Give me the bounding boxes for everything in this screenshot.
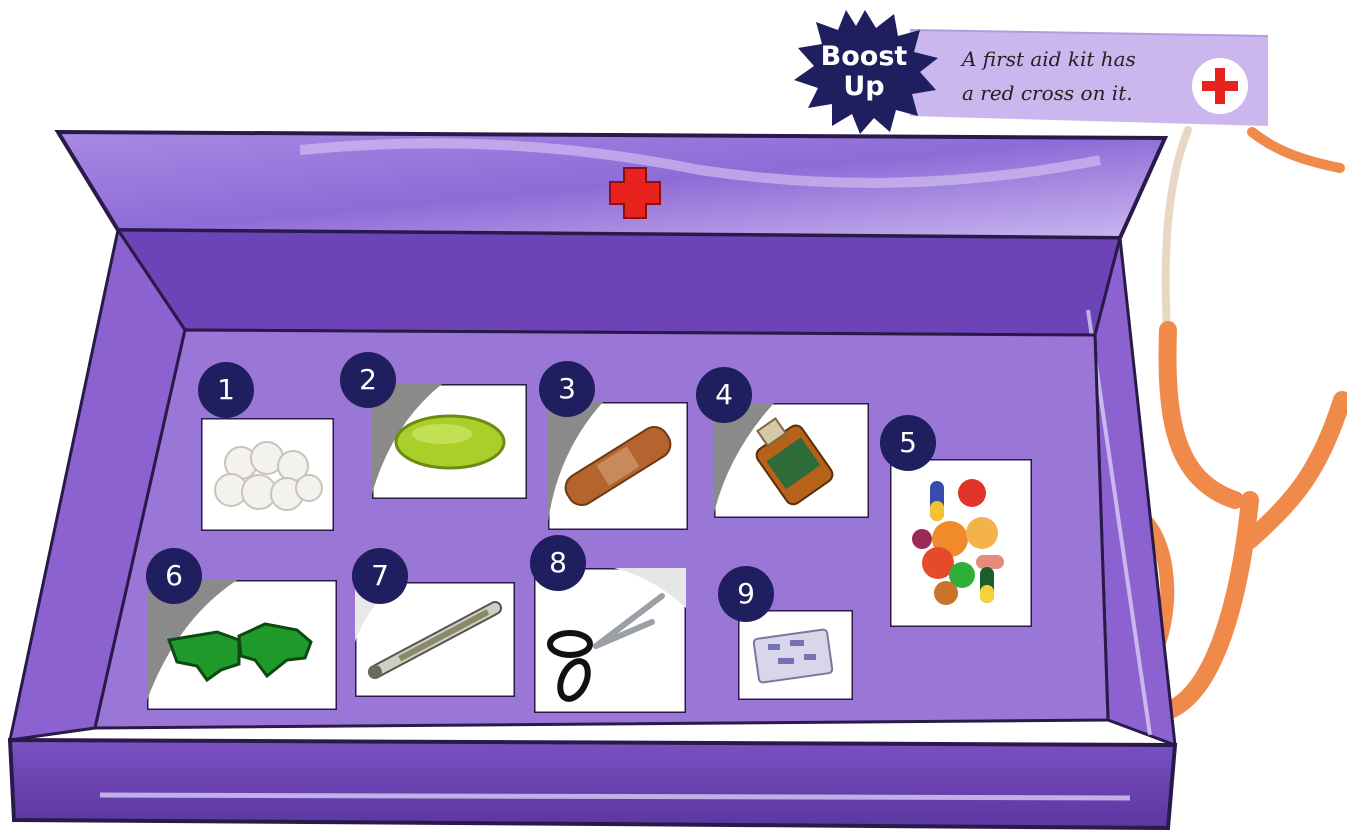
- item-number-2: 2: [340, 352, 396, 408]
- red-cross-icon: [1188, 54, 1252, 118]
- item-number-6: 6: [146, 548, 202, 604]
- callout-text: [962, 42, 1202, 110]
- soap-icon: [372, 384, 527, 499]
- adhesive-bandage-icon: [548, 402, 688, 530]
- callout-text-line-2: a red cross on it.: [962, 81, 1133, 105]
- badge-line-2: Up: [843, 71, 885, 102]
- kit-item-1: [201, 418, 334, 531]
- item-number-8: 8: [530, 535, 586, 591]
- kit-item-4: [714, 403, 869, 518]
- stethoscope-icon: [1145, 130, 1342, 710]
- boost-up-callout: [790, 8, 1272, 136]
- callout-text-line-1: A first aid kit has: [962, 47, 1136, 71]
- item-number-5: 5: [880, 415, 936, 471]
- kit-item-2: [372, 384, 527, 499]
- boost-up-badge: [790, 8, 940, 136]
- medicines-icon: [890, 459, 1032, 627]
- item-number-4: 4: [696, 367, 752, 423]
- kit-item-9: [738, 610, 853, 700]
- item-number-3: 3: [539, 361, 595, 417]
- antiseptic-bottle-icon: [714, 403, 869, 518]
- red-cross-badge: [1188, 54, 1252, 118]
- kit-item-5: [890, 459, 1032, 627]
- item-number-1: 1: [198, 362, 254, 418]
- item-number-9: 9: [718, 566, 774, 622]
- cotton-balls-icon: [201, 418, 334, 531]
- item-number-7: 7: [352, 548, 408, 604]
- badge-line-1: Boost: [820, 41, 908, 72]
- gauze-pads-icon: [738, 610, 853, 700]
- kit-item-3: [548, 402, 688, 530]
